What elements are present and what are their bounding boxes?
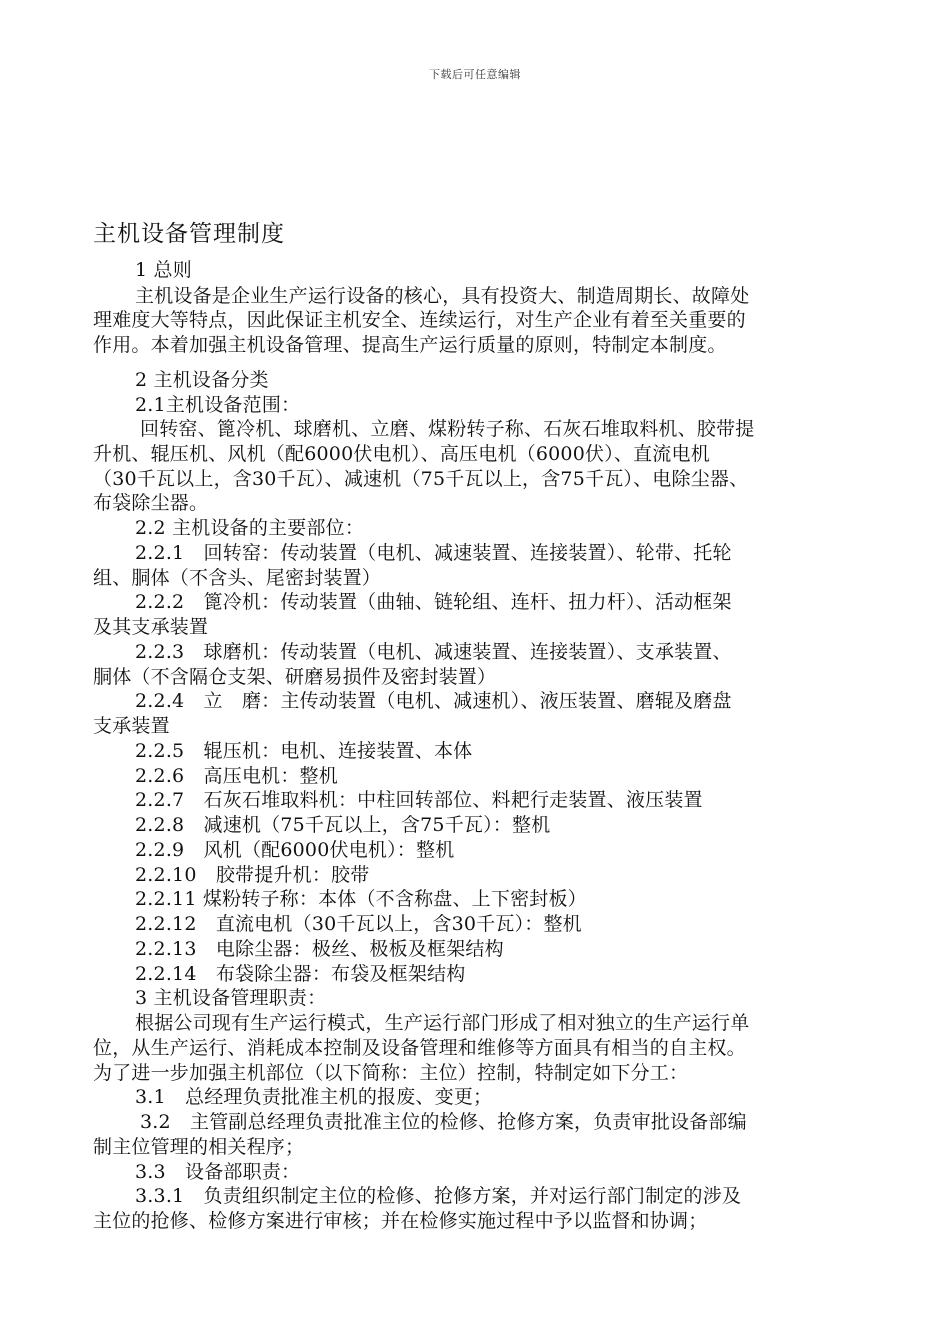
body-line: 理难度大等特点，因此保证主机安全、连续运行，对生产企业有着至关重要的 — [93, 309, 746, 331]
body-line: （30千瓦以上，含30千瓦）、减速机（75千瓦以上，含75千瓦）、电除尘器、 — [93, 468, 749, 490]
body-line: 2.2.2 篦冷机：传动装置（曲轴、链轮组、连杆、扭力杆）、活动框架 — [135, 591, 732, 613]
body-line: 2.2.1 回转窑：传动装置（电机、减速装置、连接装置）、轮带、托轮 — [135, 542, 732, 564]
body-line: 1 总则 — [135, 259, 192, 281]
body-line: 2.1主机设备范围： — [135, 394, 301, 416]
body-line: 2.2 主机设备的主要部位： — [135, 517, 365, 539]
body-line: 2.2.5 辊压机：电机、连接装置、本体 — [135, 740, 473, 762]
body-line: 2.2.14 布袋除尘器：布袋及框架结构 — [135, 963, 466, 985]
body-line: 为了进一步加强主机部位（以下简称：主位）控制，特制定如下分工： — [93, 1062, 689, 1084]
body-line: 胴体（不含隔仓支架、研磨易损件及密封装置） — [93, 666, 497, 688]
body-line: 3.2 主管副总经理负责批准主位的检修、抢修方案，负责审批设备部编 — [140, 1111, 747, 1133]
body-line: 作用。本着加强主机设备管理、提高生产运行质量的原则，特制定本制度。 — [93, 334, 727, 356]
body-line: 位，从生产运行、消耗成本控制及设备管理和维修等方面具有相当的自主权。 — [93, 1037, 746, 1059]
body-line: 2.2.4 立 磨：主传动装置（电机、减速机）、液压装置、磨辊及磨盘 — [135, 690, 732, 712]
page-header-note: 下载后可任意编辑 — [429, 68, 521, 81]
body-line: 及其支承装置 — [93, 616, 209, 638]
body-line: 3 主机设备管理职责： — [135, 987, 327, 1009]
body-line: 根据公司现有生产运行模式，生产运行部门形成了相对独立的生产运行单 — [135, 1012, 750, 1034]
body-line: 组、胴体（不含头、尾密封装置） — [93, 567, 382, 589]
body-line: 2.2.9 风机（配6000伏电机）：整机 — [135, 839, 455, 861]
body-line: 升机、辊压机、风机（配6000伏电机）、高压电机（6000伏）、直流电机 — [93, 443, 710, 465]
body-line: 2.2.6 高压电机：整机 — [135, 765, 338, 787]
body-line: 主机设备是企业生产运行设备的核心，具有投资大、制造周期长、故障处 — [135, 285, 750, 307]
body-line: 主位的抢修、检修方案进行审核；并在检修实施过程中予以监督和协调； — [93, 1210, 708, 1232]
body-line: 3.3.1 负责组织制定主位的检修、抢修方案，并对运行部门制定的涉及 — [135, 1185, 742, 1207]
body-line: 2.2.13 电除尘器：极丝、极板及框架结构 — [135, 938, 504, 960]
body-line: 布袋除尘器。 — [93, 492, 209, 514]
body-line: 2.2.7 石灰石堆取料机：中柱回转部位、料耙行走装置、液压装置 — [135, 789, 703, 811]
body-line: 回转窑、篦冷机、球磨机、立磨、煤粉转子称、石灰石堆取料机、胶带提 — [140, 418, 755, 440]
body-line: 2 主机设备分类 — [135, 369, 269, 391]
document-title: 主机设备管理制度 — [93, 221, 285, 247]
body-line: 制主位管理的相关程序； — [93, 1136, 305, 1158]
body-line: 2.2.12 直流电机（30千瓦以上，含30千瓦）：整机 — [135, 913, 582, 935]
body-line: 2.2.8 减速机（75千瓦以上，含75千瓦）：整机 — [135, 814, 551, 836]
body-line: 支承装置 — [93, 715, 170, 737]
body-line: 3.3 设备部职责： — [135, 1161, 301, 1183]
body-line: 2.2.11 煤粉转子称：本体（不含称盘、上下密封板） — [135, 888, 587, 910]
body-line: 3.1 总经理负责批准主机的报废、变更； — [135, 1086, 493, 1108]
body-line: 2.2.10 胶带提升机：胶带 — [135, 864, 370, 886]
body-line: 2.2.3 球磨机：传动装置（电机、减速装置、连接装置）、支承装置、 — [135, 641, 732, 663]
